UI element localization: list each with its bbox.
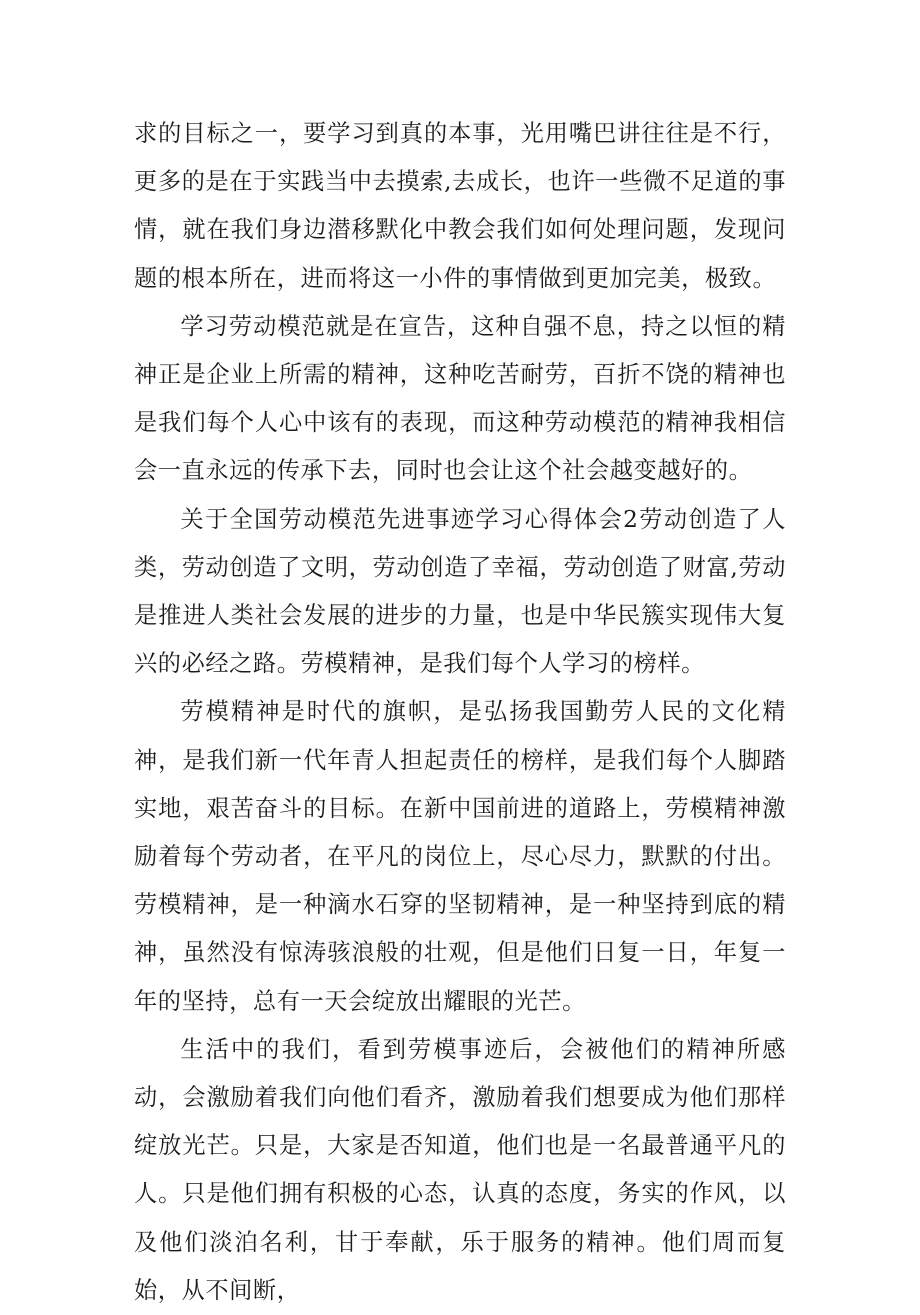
paragraph: 劳模精神是时代的旗帜，是弘扬我国勤劳人民的文化精神，是我们新一代年青人担起责任的榜样，是我们每个人脚踏实地，艰苦奋斗的目标。在新中国前进的道路上，劳模精神激励着每个劳动者，在平凡的岗位上，尽心尽力，默默的付出。劳模精神，是一种滴水石穿的坚韧精神，是一种坚持到底的精神，虽然没有惊涛骇浪般的壮观，但是他们日复一日，年复一年的坚持，总有一天会绽放出耀眼的光芒。 [134, 698, 786, 1015]
paragraph: 生活中的我们，看到劳模事迹后，会被他们的精神所感动，会激励着我们向他们看齐，激励着我们想要成为他们那样绽放光芒。只是，大家是否知道，他们也是一名最普通平凡的人。只是他们拥有积极的心态，认真的态度，务实的作风，以及他们淡泊名利，甘于奉献，乐于服务的精神。他们周而复始，从不间断， [134, 1035, 786, 1304]
document-body [134, 110, 786, 1315]
paragraph: 关于全国劳动模范先进事迹学习心得体会2劳动创造了人类，劳动创造了文明，劳动创造了幸福，劳动创造了财富,劳动是推进人类社会发展的进步的力量，也是中华民簇实现伟大复兴的必经之路。劳模精神，是我们每个人学习的榜样。 [134, 505, 786, 678]
paragraph-continued: 求的目标之一，要学习到真的本事，光用嘴巴讲往往是不行，更多的是在于实践当中去摸索,去成长，也许一些微不足道的事情，就在我们身边潜移默化中教会我们如何处理问题，发现问题的根本所在，进而将这一小件的事情做到更加完美，极致。 [134, 120, 786, 292]
paragraph: 学习劳动模范就是在宣告，这种自强不息，持之以恒的精神正是企业上所需的精神，这种吃苦耐劳，百折不饶的精神也是我们每个人心中该有的表现，而这种劳动模范的精神我相信会一直永远的传承下去，同时也会让这个社会越变越好的。 [134, 312, 786, 485]
